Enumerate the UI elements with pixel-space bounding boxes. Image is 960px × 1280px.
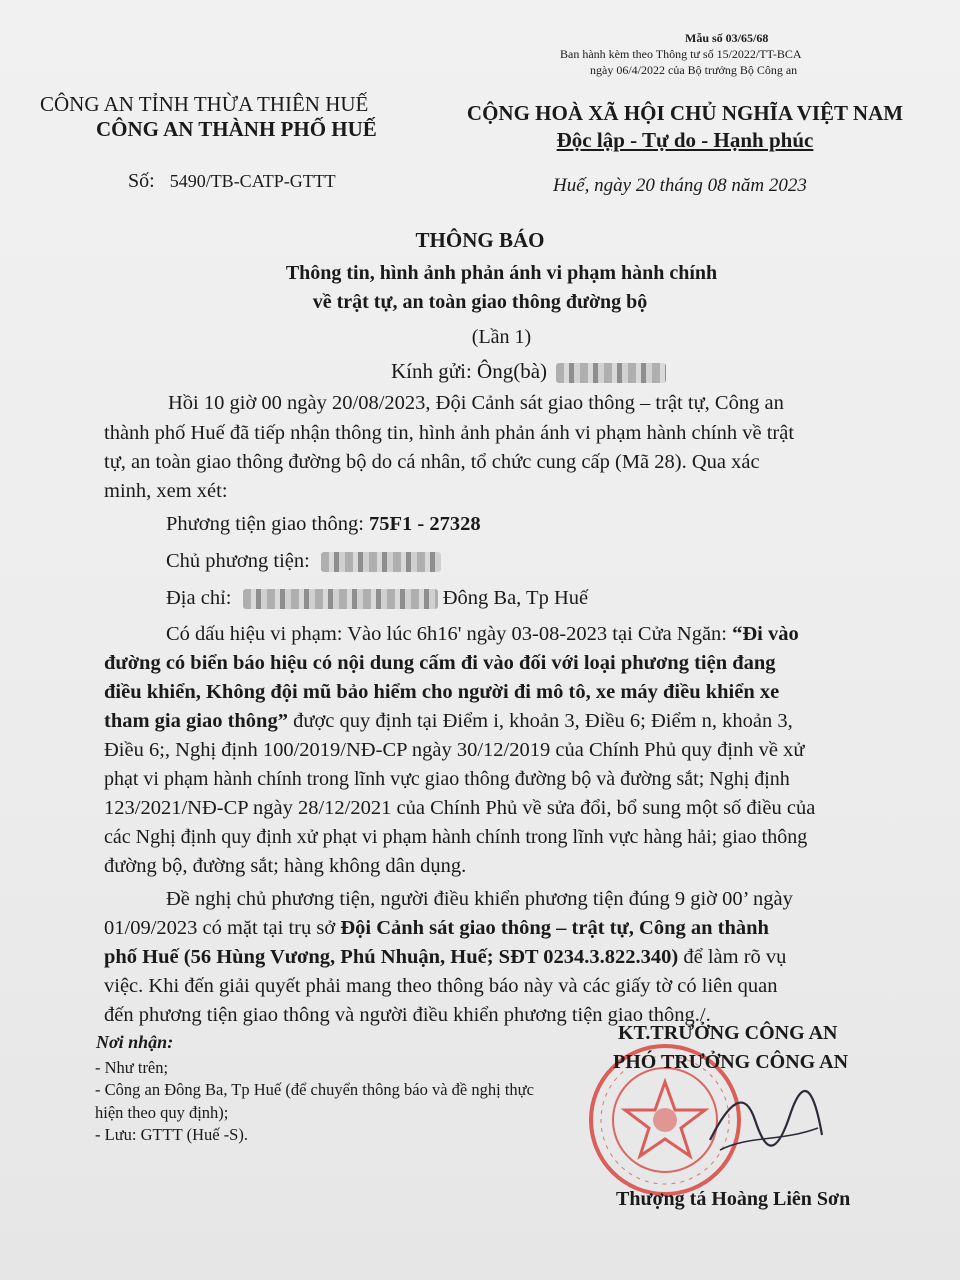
vehicle-label: Phương tiện giao thông: [166, 513, 364, 535]
violation-intro: Có dấu hiệu vi phạm: Vào lúc 6h16' ngày 03-08-2023 tại Cửa Ngăn: [166, 623, 733, 645]
document-title: THÔNG BÁO [415, 228, 545, 252]
violation-line-7: 123/2021/NĐ-CP ngày 28/12/2021 của Chính Phủ về sửa đổi, bổ sung một số điều của [104, 797, 816, 819]
form-reference [560, 30, 900, 78]
request-line-3 [104, 946, 786, 969]
agency-header [40, 92, 460, 142]
signature-title-1: KT.TRƯỞNG CÔNG AN [618, 1022, 838, 1044]
violation-line-2: đường có biển báo hiệu có nội dung cấm đi vào đối với loại phương tiện đang [104, 652, 776, 674]
document-date: Huế, ngày 20 tháng 08 năm 2023 [553, 175, 807, 196]
request-date: 01/09/2023 có mặt tại trụ sở [104, 917, 341, 939]
redacted-recipient-name [556, 363, 666, 383]
vehicle-line [166, 513, 481, 536]
recipient-label: Kính gửi: Ông(bà) [391, 359, 548, 383]
document-subtitle-2: về trật tự, an toàn giao thông đường bộ [312, 291, 648, 313]
signer-name: Thượng tá Hoàng Liên Sơn [616, 1188, 851, 1210]
vehicle-plate: 75F1 - 27328 [369, 513, 481, 535]
intro-line-2: thành phố Huế đã tiếp nhận thông tin, hình ảnh phản ánh vi phạm hành chính về trật [104, 422, 795, 444]
recipients-heading: Nơi nhận: [96, 1032, 174, 1052]
intro-line-3: tự, an toàn giao thông đường bộ do cá nhân, tổ chức cung cấp (Mã 28). Qua xác [104, 451, 760, 473]
recipient-item-3: - Lưu: GTTT (Huế -S). [95, 1125, 248, 1144]
violation-line-3: điều khiển, Không đội mũ bảo hiểm cho người đi mô tô, xe máy điều khiển xe [104, 681, 780, 703]
document-subtitle-1: Thông tin, hình ảnh phản ánh vi phạm hành chính [285, 262, 718, 284]
form-issued-line-2: ngày 06/4/2022 của Bộ trưởng Bộ Công an [590, 63, 798, 77]
violation-line-8: các Nghị định quy định xử phạt vi phạm hành chính trong lĩnh vực hàng hải; giao thông [104, 826, 808, 848]
request-purpose: để làm rõ vụ [678, 946, 787, 968]
recipient-item-2: - Công an Đông Ba, Tp Huế (để chuyển thông báo và đề nghị thực hiện theo quy định); [95, 1080, 534, 1122]
violation-line-1 [166, 623, 799, 646]
address-tail: Đông Ba, Tp Huế [442, 587, 589, 609]
address-line [166, 587, 588, 610]
owner-line [166, 550, 441, 573]
handwritten-signature [700, 1080, 830, 1170]
request-line-1: Đề nghị chủ phương tiện, người điều khiển phương tiện đúng 9 giờ 00’ ngày [166, 888, 793, 910]
request-line-4: việc. Khi đến giải quyết phải mang theo thông báo này và các giấy tờ có liên quan [104, 975, 778, 997]
attempt-number: (Lần 1) [471, 326, 532, 348]
violation-quote-start: “Đi vào [732, 623, 799, 645]
state-name: CỘNG HOÀ XÃ HỘI CHỦ NGHĨA VIỆT NAM [466, 101, 904, 125]
violation-legal-ref: được quy định tại Điểm i, khoản 3, Điều 6; Điểm n, khoản 3, [287, 710, 793, 732]
state-header [450, 100, 920, 154]
agency-parent: CÔNG AN TỈNH THỪA THIÊN HUẾ [40, 92, 369, 116]
violation-quote-end: tham gia giao thông” [104, 710, 288, 732]
redacted-address [243, 589, 438, 609]
agency-name: CÔNG AN THÀNH PHỐ HUẾ [96, 117, 377, 141]
request-line-5: đến phương tiện giao thông và người điều khiển phương tiện giao thông./. [104, 1004, 711, 1026]
signature-title-2: PHÓ TRƯỞNG CÔNG AN [613, 1051, 849, 1073]
redacted-owner-name [321, 552, 441, 572]
violation-line-4 [104, 710, 793, 733]
request-line-2 [104, 917, 769, 940]
state-motto: Độc lập - Tự do - Hạnh phúc [556, 128, 814, 152]
recipient-line [391, 359, 666, 384]
violation-line-5: Điều 6;, Nghị định 100/2019/NĐ-CP ngày 30/12/2019 của Chính Phủ quy định về xử [104, 739, 805, 761]
document-number [128, 170, 336, 193]
address-label: Địa chỉ: [166, 587, 232, 609]
violation-line-6: phạt vi phạm hành chính trong lĩnh vực giao thông đường bộ và đường sắt; Nghị định [104, 768, 790, 790]
form-code: Mẫu số 03/65/68 [685, 31, 769, 45]
document-number-value: 5490/TB-CATP-GTTT [169, 171, 336, 191]
intro-line-4: minh, xem xét: [104, 480, 228, 502]
request-place: Đội Cảnh sát giao thông – trật tự, Công an thành [340, 917, 769, 939]
form-issued-line-1: Ban hành kèm theo Thông tư số 15/2022/TT-BCA [560, 47, 802, 61]
owner-label: Chủ phương tiện: [166, 550, 310, 572]
intro-line-1: Hồi 10 giờ 00 ngày 20/08/2023, Đội Cảnh sát giao thông – trật tự, Công an [168, 392, 784, 414]
recipient-item-1: - Như trên; [95, 1058, 169, 1077]
request-address: phố Huế (56 Hùng Vương, Phú Nhuận, Huế; SĐT 0234.3.822.340) [104, 946, 679, 968]
document-number-label: Số: [128, 170, 155, 192]
violation-line-9: đường bộ, đường sắt; hàng không dân dụng. [104, 855, 467, 877]
